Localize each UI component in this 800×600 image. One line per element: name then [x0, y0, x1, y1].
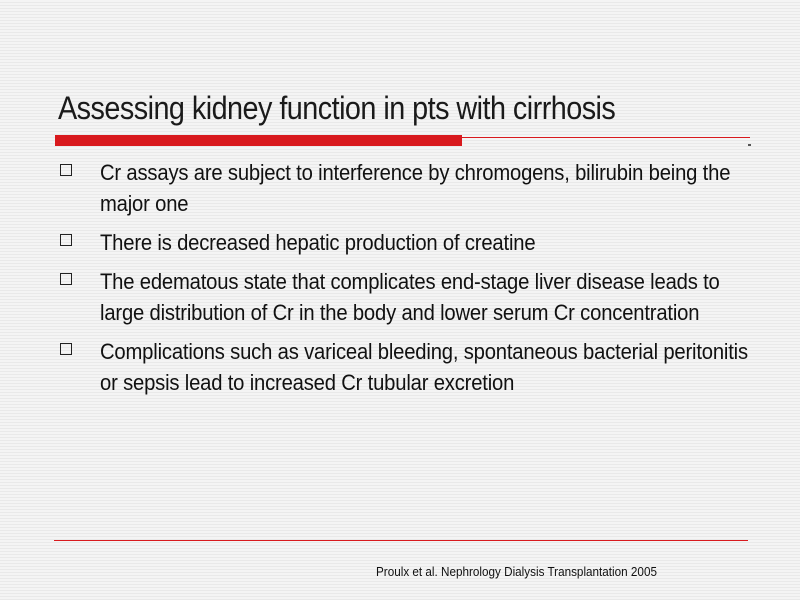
- bullet-list: [60, 157, 760, 406]
- title-accent-bar: [55, 135, 462, 146]
- list-item: [60, 227, 760, 258]
- footer-divider: [54, 540, 748, 541]
- list-item: [60, 336, 760, 398]
- hollow-square-icon: [60, 343, 72, 355]
- title-underline: [462, 137, 750, 138]
- title-underline-tick: [748, 144, 751, 146]
- list-item: [60, 157, 760, 219]
- bullet-text: The edematous state that complicates end-stage liver disease leads to large distribution of Cr in the body and lower serum Cr concentration: [100, 269, 720, 325]
- hollow-square-icon: [60, 273, 72, 285]
- bullet-text: Cr assays are subject to interference by chromogens, bilirubin being the major one: [100, 160, 731, 216]
- bullet-text: Complications such as variceal bleeding, spontaneous bacterial peritonitis or sepsis lead to increased Cr tubular excretion: [100, 339, 748, 395]
- hollow-square-icon: [60, 234, 72, 246]
- slide-title: Assessing kidney function in pts with cirrhosis: [58, 90, 616, 126]
- citation: Proulx et al. Nephrology Dialysis Transplantation 2005: [376, 564, 657, 579]
- list-item: [60, 266, 760, 328]
- bullet-text: There is decreased hepatic production of creatine: [100, 230, 536, 255]
- hollow-square-icon: [60, 164, 72, 176]
